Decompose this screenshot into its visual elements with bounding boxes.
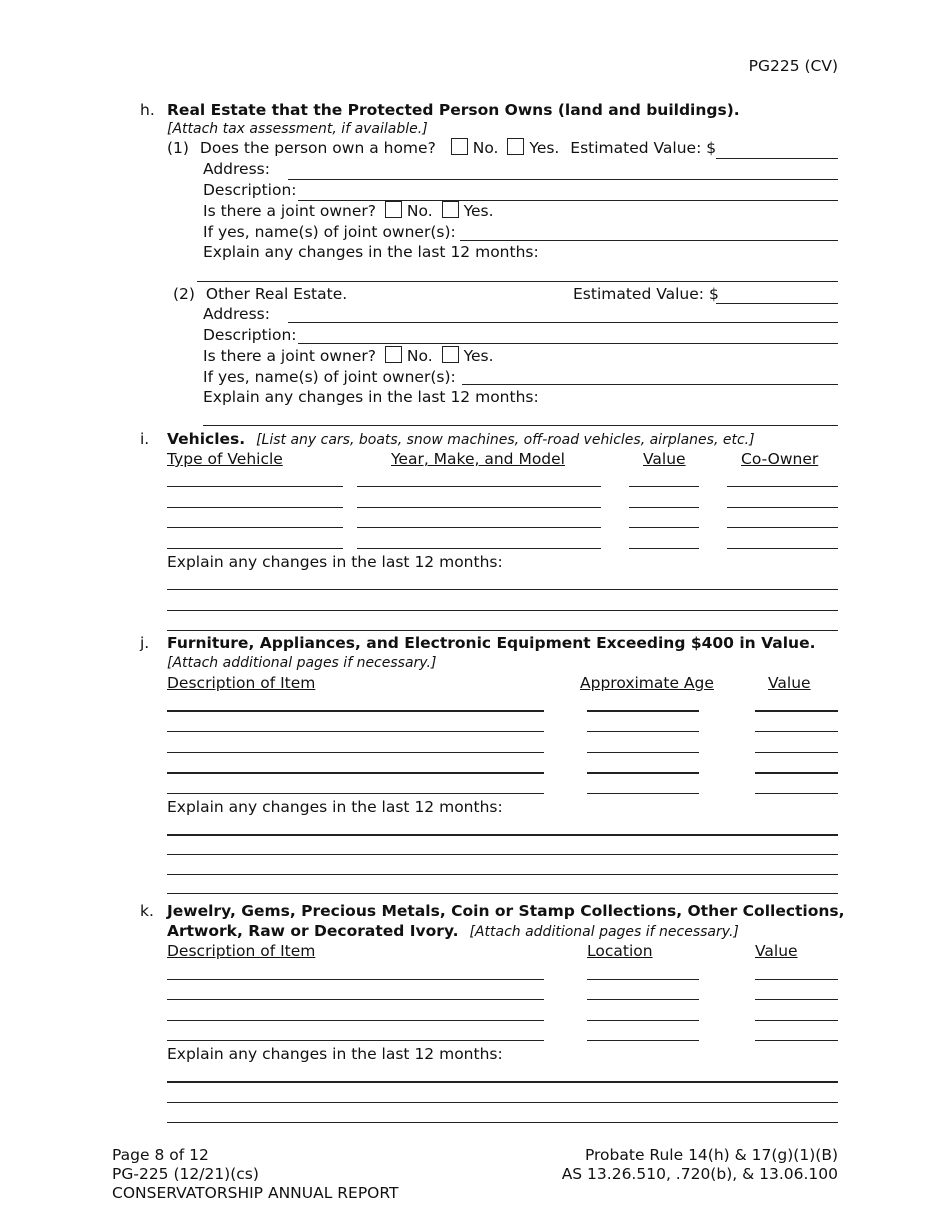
- joint-owner-question: Is there a joint owner?: [203, 202, 376, 220]
- item-description-line[interactable]: [167, 999, 544, 1000]
- other-address-field[interactable]: [288, 302, 838, 323]
- vehicle-model-line[interactable]: [357, 507, 601, 508]
- other-joint-names-field[interactable]: [462, 364, 838, 385]
- vehicle-type-line[interactable]: [167, 486, 343, 487]
- section-note: [Attach additional pages if necessary.]: [469, 924, 739, 940]
- joint-no-checkbox[interactable]: [385, 201, 402, 218]
- item-location-line[interactable]: [587, 999, 699, 1000]
- item-description-line[interactable]: [167, 752, 544, 753]
- vehicle-coowner-line[interactable]: [727, 507, 838, 508]
- item-description-line[interactable]: [167, 772, 544, 774]
- col-value: Value: [643, 450, 686, 468]
- item-value-line[interactable]: [755, 1020, 838, 1021]
- address-label: Address:: [203, 305, 270, 323]
- section-letter: h.: [140, 101, 155, 119]
- vehicle-model-line[interactable]: [357, 548, 601, 549]
- yes-label: Yes.: [463, 347, 494, 365]
- section-letter: j.: [140, 634, 150, 652]
- changes-line[interactable]: [167, 589, 838, 590]
- vehicle-model-line[interactable]: [357, 486, 601, 487]
- yes-label: Yes.: [463, 202, 494, 220]
- other-joint-no-checkbox[interactable]: [385, 346, 402, 363]
- changes-line[interactable]: [167, 1081, 838, 1083]
- changes-label: Explain any changes in the last 12 months:: [167, 1045, 503, 1063]
- other-value-field[interactable]: [716, 283, 838, 304]
- section-title: Furniture, Appliances, and Electronic Equipment Exceeding $400 in Value.: [167, 634, 816, 652]
- form-id: PG-225 (12/21)(cs): [112, 1165, 259, 1183]
- statute: AS 13.26.510, .720(b), & 13.06.100: [561, 1165, 838, 1183]
- item-number: (2): [173, 285, 195, 303]
- changes-line[interactable]: [167, 630, 838, 631]
- section-title-line1: Jewelry, Gems, Precious Metals, Coin or Stamp Collections, Other Collections,: [167, 902, 845, 920]
- section-letter: k.: [140, 902, 154, 920]
- changes-line[interactable]: [167, 874, 838, 875]
- joint-owner-question: Is there a joint owner?: [203, 347, 376, 365]
- page-number: Page 8 of 12: [112, 1146, 209, 1164]
- changes-line[interactable]: [167, 893, 838, 894]
- col-location: Location: [587, 942, 653, 960]
- changes-line[interactable]: [167, 834, 838, 836]
- form-name: CONSERVATORSHIP ANNUAL REPORT: [112, 1184, 399, 1202]
- item-value-line[interactable]: [755, 793, 838, 794]
- vehicle-coowner-line[interactable]: [727, 527, 838, 528]
- item-value-line[interactable]: [755, 1040, 838, 1041]
- estimated-value-label: Estimated Value: $: [570, 139, 717, 157]
- item-description-line[interactable]: [167, 979, 544, 980]
- description-label: Description:: [203, 326, 297, 344]
- other-real-estate-row: [173, 284, 347, 304]
- joint-owner-row: [203, 346, 494, 366]
- joint-yes-checkbox[interactable]: [442, 201, 459, 218]
- item-age-line[interactable]: [587, 731, 699, 732]
- vehicle-type-line[interactable]: [167, 548, 343, 549]
- vehicle-type-line[interactable]: [167, 527, 343, 528]
- vehicle-value-line[interactable]: [629, 527, 699, 528]
- item-description-line[interactable]: [167, 1040, 544, 1041]
- other-real-estate-label: Other Real Estate.: [205, 285, 348, 303]
- item-age-line[interactable]: [587, 710, 699, 712]
- section-title: Vehicles.: [167, 430, 246, 448]
- address-label: Address:: [203, 160, 270, 178]
- item-number: (1): [167, 139, 189, 157]
- item-age-line[interactable]: [587, 793, 699, 794]
- section-title: Real Estate that the Protected Person Owns (land and buildings).: [167, 101, 740, 119]
- item-location-line[interactable]: [587, 979, 699, 980]
- col-approximate-age: Approximate Age: [580, 674, 714, 692]
- form-code: PG225 (CV): [748, 57, 838, 75]
- no-label: No.: [406, 202, 433, 220]
- section-note: [Attach additional pages if necessary.]: [167, 655, 437, 671]
- item-description-line[interactable]: [167, 1020, 544, 1021]
- item-value-line[interactable]: [755, 772, 838, 774]
- vehicle-value-line[interactable]: [629, 507, 699, 508]
- vehicle-model-line[interactable]: [357, 527, 601, 528]
- home-no-checkbox[interactable]: [451, 138, 468, 155]
- changes-label: Explain any changes in the last 12 months:: [167, 553, 503, 571]
- estimated-value-label: Estimated Value: $: [573, 285, 719, 303]
- item-value-line[interactable]: [755, 710, 838, 712]
- other-joint-yes-checkbox[interactable]: [442, 346, 459, 363]
- home-yes-checkbox[interactable]: [507, 138, 524, 155]
- no-label: No.: [406, 347, 433, 365]
- col-year-make-model: Year, Make, and Model: [391, 450, 565, 468]
- home-value-field[interactable]: [716, 138, 838, 159]
- yes-label: Yes.: [529, 139, 560, 157]
- changes-line[interactable]: [167, 1102, 838, 1103]
- col-co-owner: Co-Owner: [741, 450, 819, 468]
- section-heading: [167, 429, 755, 450]
- other-changes-field[interactable]: [203, 405, 838, 426]
- vehicle-coowner-line[interactable]: [727, 548, 838, 549]
- no-label: No.: [472, 139, 499, 157]
- item-description-line[interactable]: [167, 793, 544, 794]
- home-question-row: [167, 138, 716, 158]
- joint-names-label: If yes, name(s) of joint owner(s):: [203, 368, 456, 386]
- item-age-line[interactable]: [587, 772, 699, 774]
- changes-line[interactable]: [167, 1122, 838, 1123]
- item-value-line[interactable]: [755, 979, 838, 980]
- item-value-line[interactable]: [755, 731, 838, 732]
- home-changes-field[interactable]: [197, 261, 838, 282]
- section-heading-line2: [167, 921, 739, 942]
- probate-rule: Probate Rule 14(h) & 17(g)(1)(B): [584, 1146, 838, 1164]
- changes-line[interactable]: [167, 854, 838, 855]
- description-label: Description:: [203, 181, 297, 199]
- joint-names-field[interactable]: [460, 220, 838, 241]
- col-description: Description of Item: [167, 942, 316, 960]
- changes-line[interactable]: [167, 610, 838, 611]
- section-note: [Attach tax assessment, if available.]: [167, 121, 428, 137]
- item-value-line[interactable]: [755, 999, 838, 1000]
- joint-names-label: If yes, name(s) of joint owner(s):: [203, 223, 456, 241]
- changes-label: Explain any changes in the last 12 months:: [203, 388, 539, 406]
- item-description-line[interactable]: [167, 731, 544, 732]
- item-location-line[interactable]: [587, 1040, 699, 1041]
- item-age-line[interactable]: [587, 752, 699, 753]
- vehicle-value-line[interactable]: [629, 548, 699, 549]
- joint-owner-row: [203, 201, 494, 221]
- section-note: [List any cars, boats, snow machines, off-road vehicles, airplanes, etc.]: [256, 432, 755, 448]
- item-description-line[interactable]: [167, 710, 544, 712]
- changes-label: Explain any changes in the last 12 months:: [167, 798, 503, 816]
- changes-label: Explain any changes in the last 12 months:: [203, 243, 539, 261]
- item-value-line[interactable]: [755, 752, 838, 753]
- section-letter: i.: [140, 430, 150, 448]
- vehicle-value-line[interactable]: [629, 486, 699, 487]
- section-title-line2: Artwork, Raw or Decorated Ivory.: [167, 922, 459, 940]
- home-address-field[interactable]: [288, 159, 838, 180]
- col-type-of-vehicle: Type of Vehicle: [167, 450, 283, 468]
- vehicle-type-line[interactable]: [167, 507, 343, 508]
- item-location-line[interactable]: [587, 1020, 699, 1021]
- other-description-field[interactable]: [298, 323, 838, 344]
- home-description-field[interactable]: [298, 180, 838, 201]
- vehicle-coowner-line[interactable]: [727, 486, 838, 487]
- col-value: Value: [768, 674, 811, 692]
- col-value: Value: [755, 942, 798, 960]
- col-description: Description of Item: [167, 674, 316, 692]
- home-question: Does the person own a home?: [199, 139, 436, 157]
